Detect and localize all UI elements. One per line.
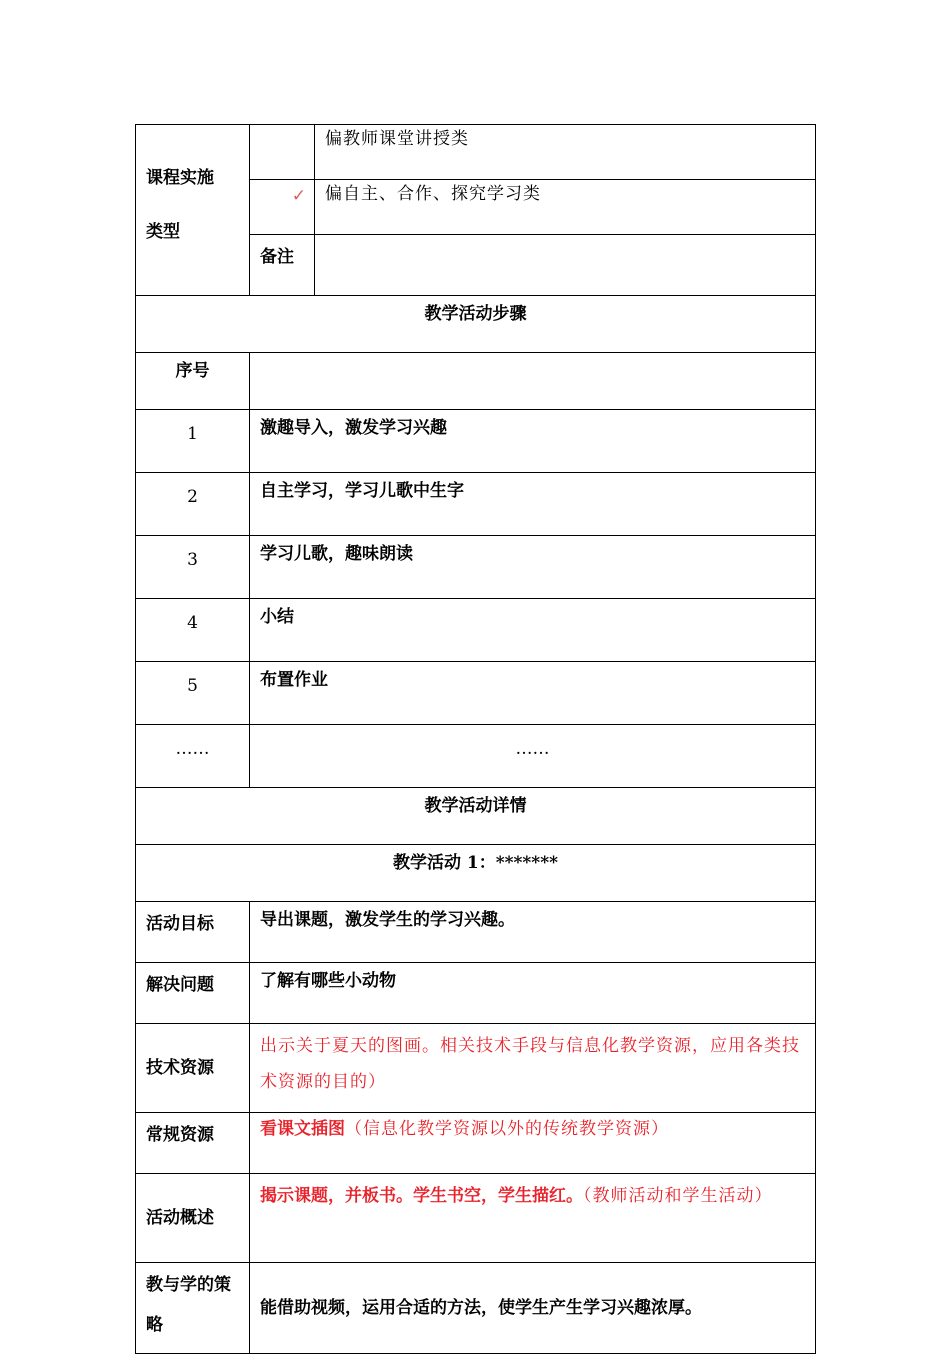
strategy-value: 能借助视频，运用合适的方法，使学生产生学习兴趣浓厚。 bbox=[250, 1263, 816, 1354]
step-number: 1 bbox=[136, 410, 250, 473]
lesson-plan-table bbox=[135, 124, 816, 1354]
steps-title: 教学活动步骤 bbox=[136, 296, 816, 353]
option-1-text: 偏教师课堂讲授类 bbox=[315, 125, 816, 180]
remark-label: 备注 bbox=[250, 235, 315, 296]
option-2-checkbox[interactable] bbox=[250, 180, 315, 235]
problem-label: 解决问题 bbox=[136, 963, 250, 1024]
regular-value bbox=[250, 1113, 816, 1174]
goal-label: 活动目标 bbox=[136, 902, 250, 963]
step-text: …… bbox=[250, 725, 816, 788]
remark-value bbox=[315, 235, 816, 296]
step-number: 2 bbox=[136, 473, 250, 536]
overview-label: 活动概述 bbox=[136, 1174, 250, 1263]
impl-type-label-line2: 类型 bbox=[146, 222, 180, 242]
overview-value-bold: 揭示课题，并板书。学生书空，学生描红。 bbox=[260, 1186, 583, 1206]
step-number: 4 bbox=[136, 599, 250, 662]
regular-label: 常规资源 bbox=[136, 1113, 250, 1174]
tech-label: 技术资源 bbox=[136, 1024, 250, 1113]
activity-title: 教学活动 1：******* bbox=[136, 845, 816, 902]
overview-value-note: （教师活动和学生活动） bbox=[583, 1186, 773, 1206]
step-text: 布置作业 bbox=[250, 662, 816, 725]
regular-value-bold: 看课文插图 bbox=[260, 1119, 345, 1139]
check-icon: ✓ bbox=[291, 186, 306, 206]
seq-header: 序号 bbox=[136, 353, 250, 410]
tech-value: 出示关于夏天的图画。相关技术手段与信息化教学资源，应用各类技术资源的目的） bbox=[250, 1024, 816, 1113]
goal-value: 导出课题，激发学生的学习兴趣。 bbox=[250, 902, 816, 963]
regular-value-note: （信息化教学资源以外的传统教学资源） bbox=[345, 1119, 669, 1139]
impl-type-label bbox=[136, 125, 250, 296]
option-1-checkbox[interactable] bbox=[250, 125, 315, 180]
seq-header-blank bbox=[250, 353, 816, 410]
step-number: 3 bbox=[136, 536, 250, 599]
strategy-label: 教与学的策略 bbox=[136, 1263, 250, 1354]
step-number: 5 bbox=[136, 662, 250, 725]
overview-value bbox=[250, 1174, 816, 1263]
step-text: 小结 bbox=[250, 599, 816, 662]
option-2-text: 偏自主、合作、探究学习类 bbox=[315, 180, 816, 235]
step-text: 学习儿歌，趣味朗读 bbox=[250, 536, 816, 599]
step-text: 自主学习，学习儿歌中生字 bbox=[250, 473, 816, 536]
problem-value: 了解有哪些小动物 bbox=[250, 963, 816, 1024]
step-number: …… bbox=[136, 725, 250, 788]
details-title: 教学活动详情 bbox=[136, 788, 816, 845]
impl-type-label-line1: 课程实施 bbox=[146, 168, 214, 188]
step-text: 激趣导入，激发学习兴趣 bbox=[250, 410, 816, 473]
